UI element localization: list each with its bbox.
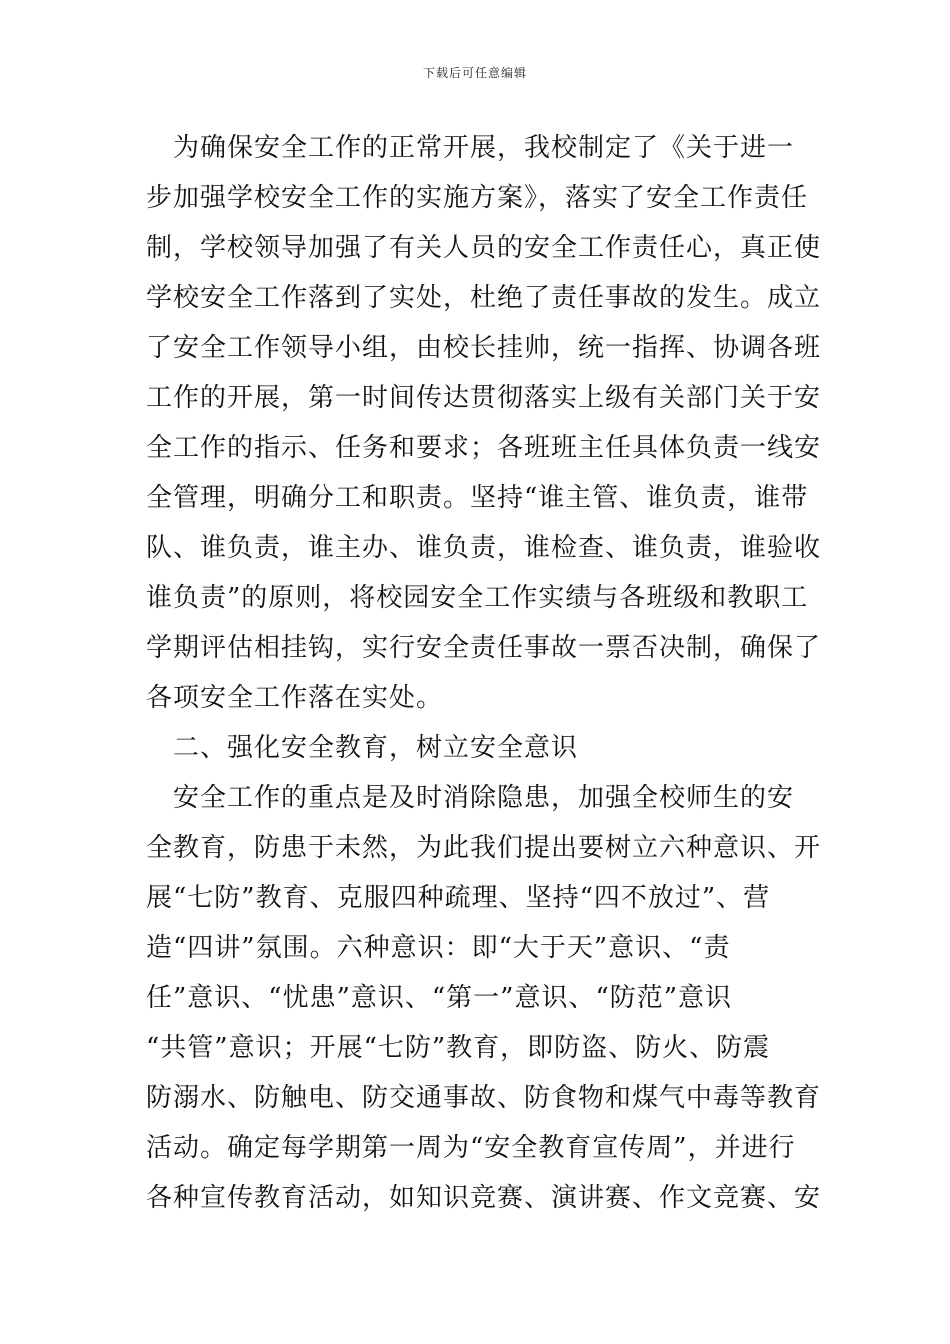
paragraph-line: 全教育，防患于未然，为此我们提出要树立六种意识、开 xyxy=(146,833,822,863)
paragraph-line: 学期评估相挂钩，实行安全责任事故一票否决制，确保了 xyxy=(146,633,822,663)
section-heading: 二、强化安全教育，树立安全意识 xyxy=(146,733,579,763)
paragraph-line: 队、谁负责，谁主办、谁负责，谁检查、谁负责，谁验收 xyxy=(146,533,822,563)
paragraph-line: 了安全工作领导小组，由校长挂帅，统一指挥、协调各班 xyxy=(146,333,822,363)
paragraph-line: 学校安全工作落到了实处，杜绝了责任事故的发生。成立 xyxy=(146,283,822,313)
paragraph-line: 工作的开展，第一时间传达贯彻落实上级有关部门关于安 xyxy=(146,383,822,413)
paragraph-line: 各项安全工作落在实处。 xyxy=(146,683,444,713)
paragraph-line: 全管理，明确分工和职责。坚持“谁主管、谁负责，谁带 xyxy=(146,483,809,513)
paragraph-line: 防溺水、防触电、防交通事故、防食物和煤气中毒等教育 xyxy=(146,1083,822,1113)
paragraph-line: 任”意识、“忧患”意识、“第一”意识、“防范”意识 xyxy=(146,983,733,1013)
paragraph-line: 各种宣传教育活动，如知识竞赛、演讲赛、作文竞赛、安 xyxy=(146,1183,822,1213)
paragraph-line: 制，学校领导加强了有关人员的安全工作责任心，真正使 xyxy=(146,233,822,263)
paragraph-line: 造“四讲”氛围。六种意识：即“大于天”意识、“责 xyxy=(146,933,731,963)
paragraph-line: 谁负责”的原则，将校园安全工作实绩与各班级和教职工 xyxy=(146,583,809,613)
paragraph-line: 全工作的指示、任务和要求；各班班主任具体负责一线安 xyxy=(146,433,822,463)
paragraph-line: 安全工作的重点是及时消除隐患，加强全校师生的安 xyxy=(146,783,795,813)
paragraph-line: 活动。确定每学期第一周为“安全教育宣传周”，并进行 xyxy=(146,1133,796,1163)
paragraph-line: 为确保安全工作的正常开展，我校制定了《关于进一 xyxy=(146,133,795,163)
paragraph-line: “共管”意识；开展“七防”教育，即防盗、防火、防震 xyxy=(146,1033,771,1063)
paragraph-line: 展“七防”教育、克服四种疏理、坚持“四不放过”、营 xyxy=(146,883,771,913)
header-note: 下载后可任意编辑 xyxy=(422,66,527,80)
paragraph-line: 步加强学校安全工作的实施方案》，落实了安全工作责任 xyxy=(146,183,809,213)
